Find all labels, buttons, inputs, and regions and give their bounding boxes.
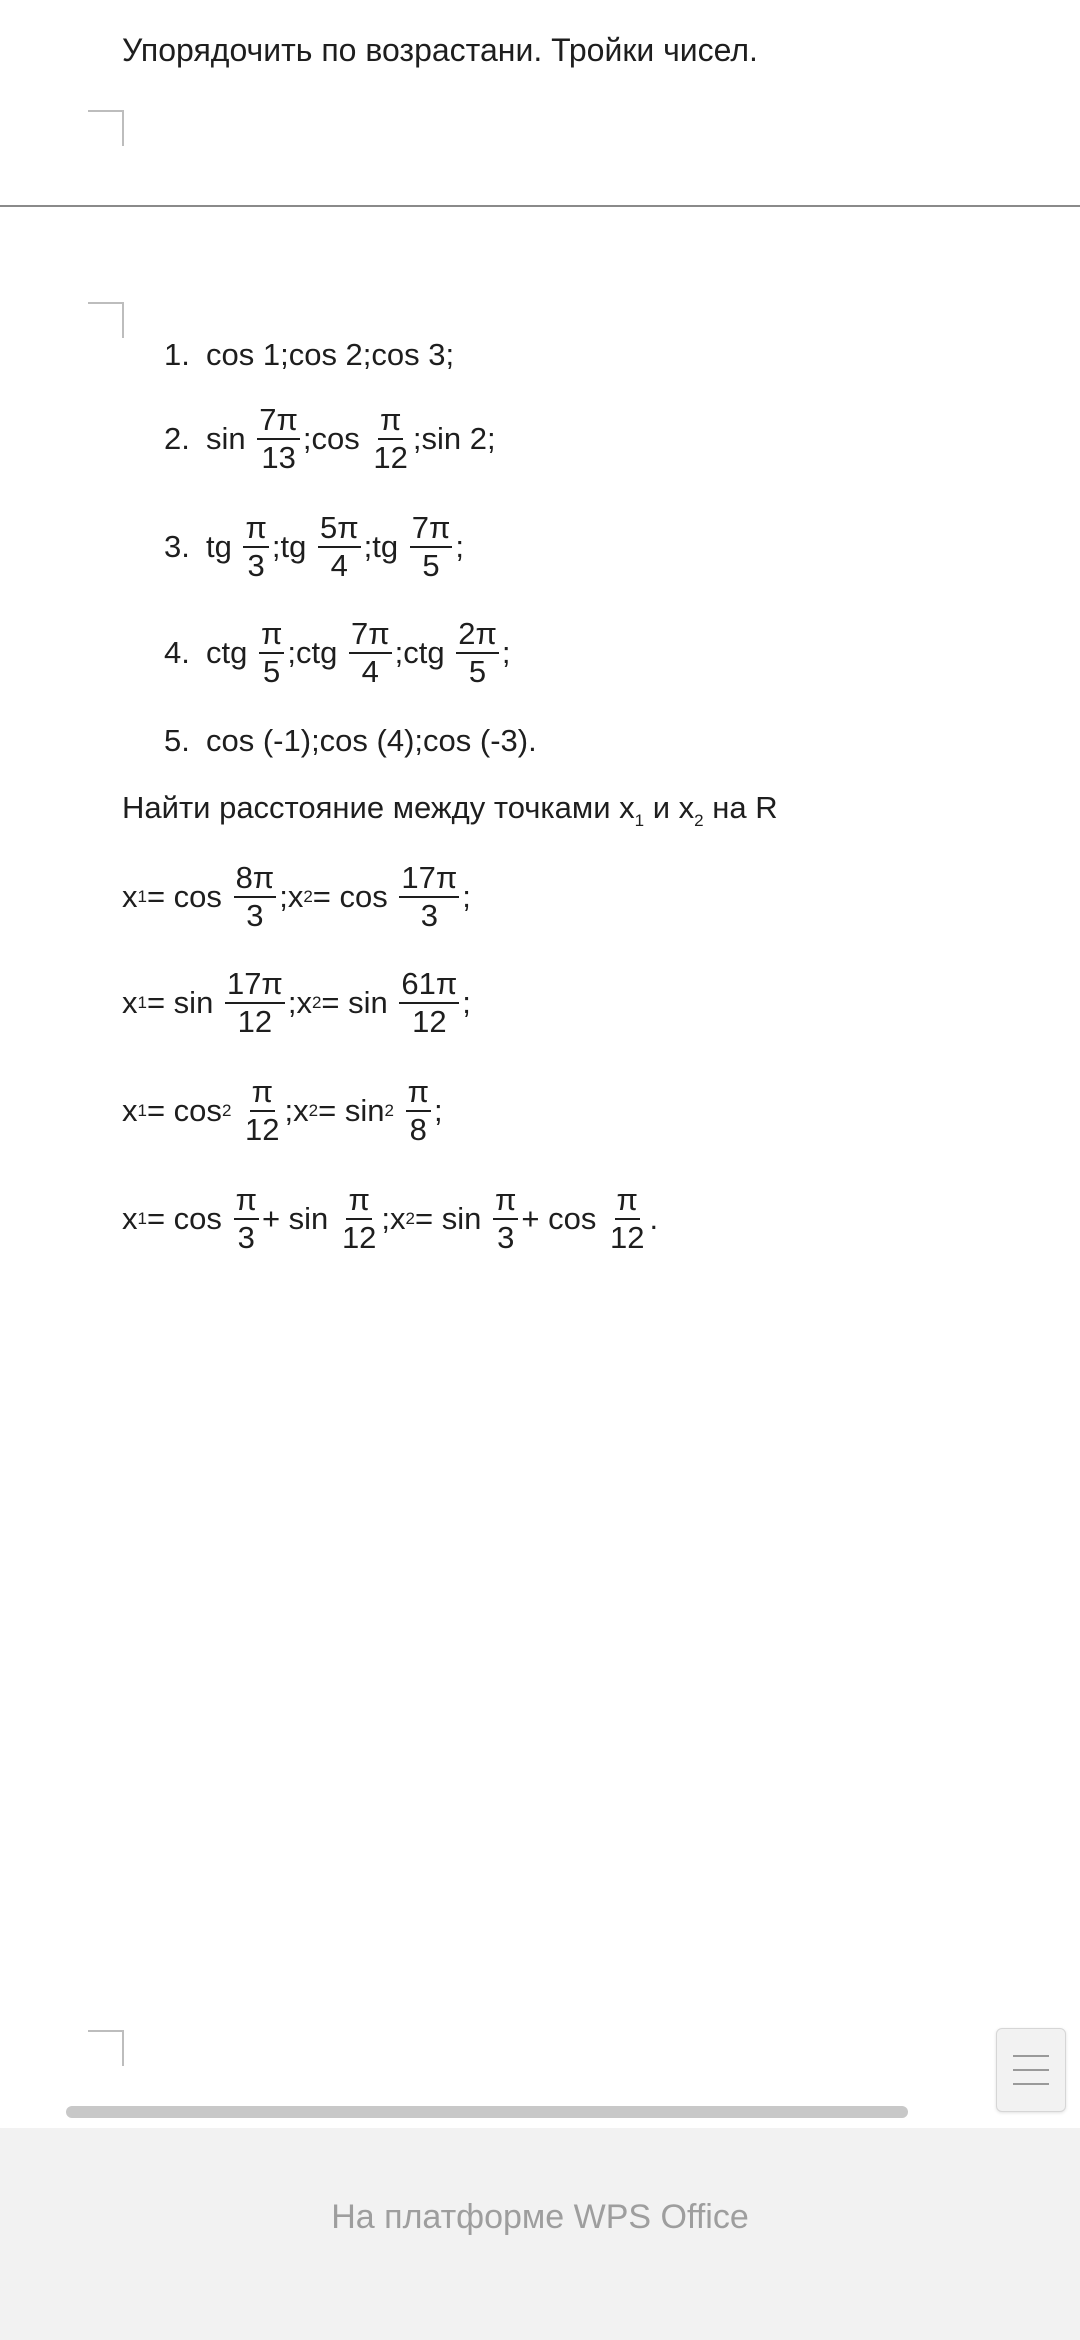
fraction: $\frac{\pi}{12}$ [609,1182,645,1255]
fraction: $\frac{\pi}{3}$ [495,1182,517,1255]
equation-line: x 1 = cos $\frac{\pi}{3}$ + sin $\frac{\pi}{12}$ ;x 2 = sin $\frac{\pi}{3}$ + cos $\frac{\pi}{12}$ . [122,1182,659,1255]
list-item: 5. cos (-1);cos (4);cos (-3). [164,723,537,758]
list-item: 1. cos 1;cos 2;cos 3; [164,337,455,372]
fraction: $\frac{\pi}{12}$ [341,1182,377,1255]
fraction: $\frac{61\pi}{12}$ [401,966,458,1039]
section-heading: Найти расстояние между точками $x_1$ и $x_2$ на R [122,790,778,830]
list-item: 2. sin $\frac{7\pi}{13}$ ;cos $\frac{\pi}{12}$ ;sin 2; [164,402,496,475]
fraction: $\frac{2\pi}{5}$ [458,616,497,689]
fraction: $\frac{\pi}{12}$ [245,1074,280,1147]
page-corner-mark [88,110,124,146]
fraction: $\frac{17\pi}{3}$ [401,860,458,933]
hamburger-icon[interactable] [996,2028,1066,2112]
page-corner-mark [88,2030,124,2066]
fraction: $\frac{\pi}{12}$ [373,402,408,475]
fraction: $\frac{\pi}{3}$ [235,1182,257,1255]
fraction: $\frac{8\pi}{3}$ [235,860,275,933]
fraction: $\frac{\pi}{3}$ [245,510,267,583]
equation-line: x 1 = cos 2 $\frac{\pi}{12}$ ;x 2 = sin 2 $\frac{\pi}{8}$ ; [122,1074,443,1147]
fraction: $\frac{17\pi}{12}$ [226,966,283,1039]
page-corner-mark [88,302,124,338]
fraction: $\frac{7\pi}{13}$ [259,402,298,475]
fraction: $\frac{5\pi}{4}$ [319,510,359,583]
fraction: $\frac{\pi}{5}$ [260,616,283,689]
equation-line: x 1 = sin $\frac{17\pi}{12}$ ;x 2 = sin $\frac{61\pi}{12}$ ; [122,966,471,1039]
equation-line: x 1 = cos $\frac{8\pi}{3}$ ;x 2 = cos $\frac{17\pi}{3}$ ; [122,860,471,933]
fraction: $\frac{7\pi}{5}$ [411,510,451,583]
list-item: 3. tg $\frac{\pi}{3}$ ;tg $\frac{5\pi}{4}$ ;tg $\frac{7\pi}{5}$ ; [164,510,464,583]
fraction: $\frac{7\pi}{4}$ [350,616,390,689]
page-divider [0,205,1080,207]
previous-page-text: Упорядочить по возрастани. Тройки чисел. [122,32,758,68]
list-item: 4. ctg $\frac{\pi}{5}$ ;ctg $\frac{7\pi}{4}$ ;ctg $\frac{2\pi}{5}$ ; [164,616,511,689]
fraction: $\frac{\pi}{8}$ [407,1074,429,1147]
footer-brand-text: На платформе WPS Office [331,2198,749,2236]
horizontal-scrollbar[interactable] [66,2106,908,2118]
